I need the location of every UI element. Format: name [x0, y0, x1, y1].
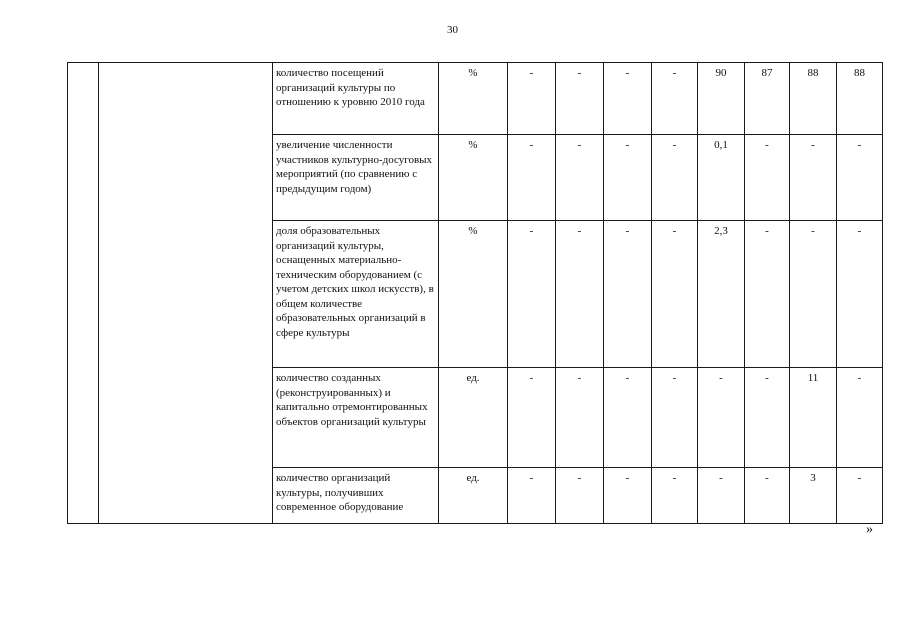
- value-cell: -: [508, 135, 556, 221]
- value-cell: -: [745, 468, 790, 524]
- unit-cell: %: [439, 135, 508, 221]
- value-cell: -: [604, 368, 652, 468]
- value-cell: 2,3: [698, 221, 745, 368]
- value-cell: 87: [745, 63, 790, 135]
- value-cell: -: [508, 368, 556, 468]
- value-cell: -: [604, 221, 652, 368]
- value-cell: -: [556, 368, 604, 468]
- value-cell: -: [837, 368, 883, 468]
- unit-cell: ед.: [439, 468, 508, 524]
- value-cell: 88: [837, 63, 883, 135]
- value-cell: -: [698, 468, 745, 524]
- value-cell: 11: [790, 368, 837, 468]
- indicator-cell: количество посещений организаций культуры по отношению к уровню 2010 года: [273, 63, 439, 135]
- value-cell: -: [745, 368, 790, 468]
- value-cell: -: [556, 221, 604, 368]
- value-cell: -: [837, 221, 883, 368]
- unit-cell: %: [439, 63, 508, 135]
- value-cell: -: [652, 63, 698, 135]
- number-cell: [68, 63, 99, 524]
- value-cell: -: [745, 135, 790, 221]
- value-cell: -: [508, 468, 556, 524]
- indicator-cell: доля образовательных организаций культуры, оснащенных материально-техническим оборудованием (с учетом детских школ искусств), в общем количестве образовательных организаций в сфере культуры: [273, 221, 439, 368]
- value-cell: -: [604, 135, 652, 221]
- indicators-table: [67, 62, 883, 524]
- value-cell: -: [837, 468, 883, 524]
- value-cell: -: [790, 221, 837, 368]
- unit-cell: %: [439, 221, 508, 368]
- value-cell: 88: [790, 63, 837, 135]
- unit-cell: ед.: [439, 368, 508, 468]
- value-cell: -: [556, 468, 604, 524]
- indicator-cell: количество созданных (реконструированных) и капитально отремонтированных объектов организаций культуры: [273, 368, 439, 468]
- value-cell: -: [745, 221, 790, 368]
- closing-quote-mark: »: [866, 522, 873, 537]
- indicator-cell: увеличение численности участников культурно-досуговых мероприятий (по сравнению с предыдущим годом): [273, 135, 439, 221]
- value-cell: -: [652, 221, 698, 368]
- value-cell: -: [508, 63, 556, 135]
- value-cell: -: [652, 135, 698, 221]
- program-cell: [99, 63, 273, 524]
- value-cell: -: [652, 468, 698, 524]
- value-cell: -: [652, 368, 698, 468]
- value-cell: 3: [790, 468, 837, 524]
- value-cell: -: [556, 63, 604, 135]
- value-cell: -: [790, 135, 837, 221]
- value-cell: -: [837, 135, 883, 221]
- value-cell: -: [508, 221, 556, 368]
- indicator-cell: количество организаций культуры, получивших современное оборудование: [273, 468, 439, 524]
- value-cell: -: [604, 63, 652, 135]
- value-cell: 0,1: [698, 135, 745, 221]
- value-cell: -: [556, 135, 604, 221]
- table-row: [68, 63, 883, 135]
- page-number: 30: [447, 24, 458, 36]
- value-cell: 90: [698, 63, 745, 135]
- value-cell: -: [604, 468, 652, 524]
- value-cell: -: [698, 368, 745, 468]
